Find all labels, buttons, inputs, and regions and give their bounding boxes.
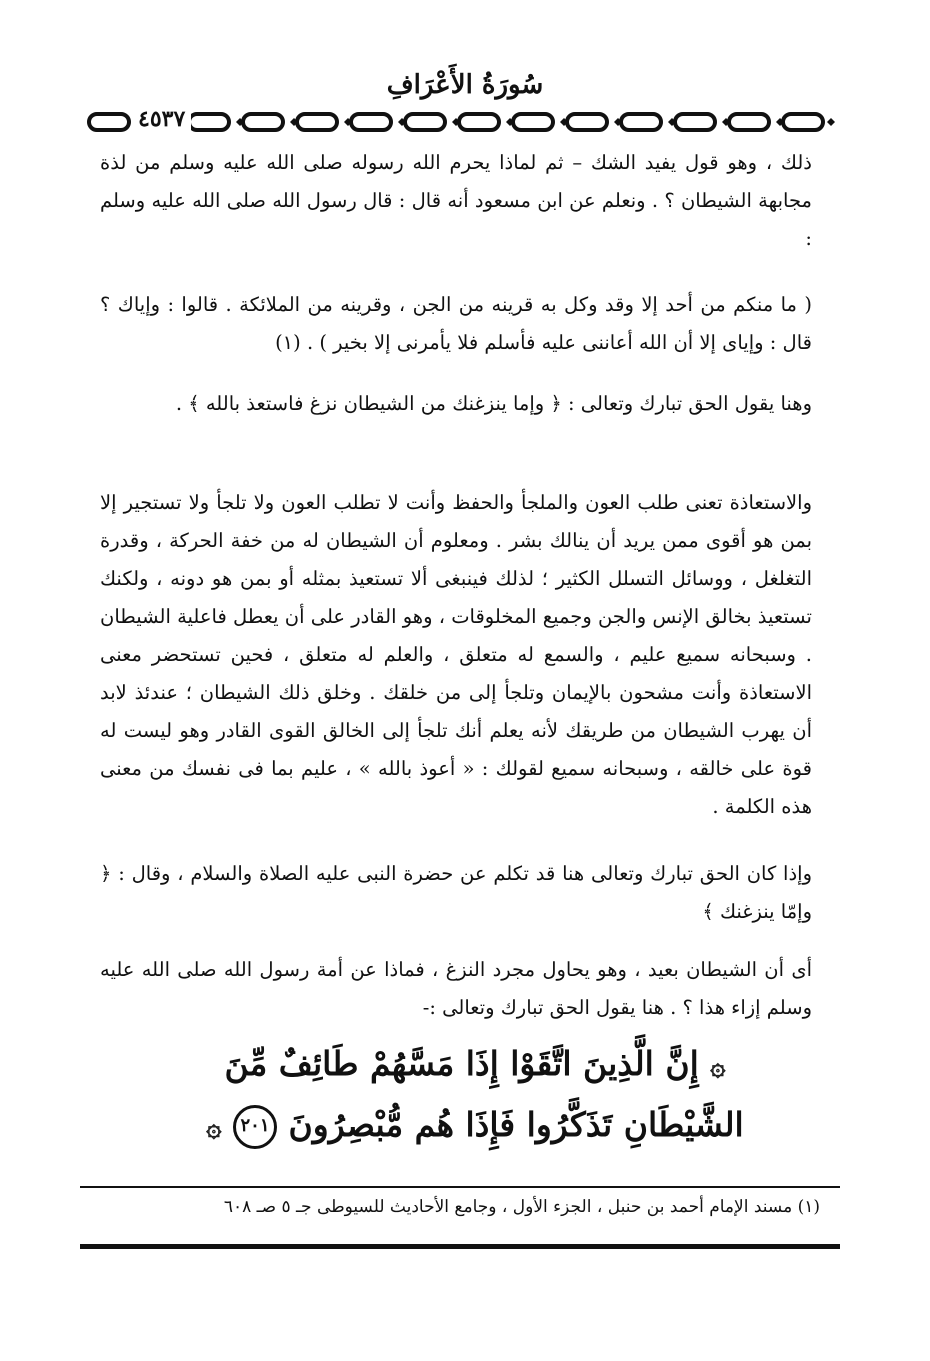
- verse-line-1-text: إِنَّ الَّذِينَ اتَّقَوْا إِذَا مَسَّهُمْ طَائِفٌ مِّنَ: [224, 1044, 699, 1083]
- page-number: ٤٥٣٧: [132, 106, 191, 132]
- quran-verse: [180, 1035, 770, 1157]
- footnote-separator: [80, 1186, 840, 1188]
- paragraph-4: والاستعاذة تعنى طلب العون والملجأ والحفظ وأنت لا تطلب العون ولا تلجأ ولا تستجير إلا بمن هو أقوى ممن يريد أن ينالك بشر . ومعلوم أن الشيطان له من خفة الحركة ، وقدرة التغلغل ، ووسائل التسلل الكثير ؛ لذلك فينبغى ألا تستعيذ بمثله أو بمن هو دونه ، ولكنك تستعيذ بخالق الإنس والجن وجميع المخلوقات ، وهو القادر على أن يعطل فاعلية الشيطان . وسبحانه سميع عليم ، والسمع له متعلق ، والعلم له متعلق ، فحين تستحضر معنى الاستعاذة وأنت مشحون بالإيمان وتلجأ إلى من خلقك . وخلق ذلك الشيطان ؛ عندئذ لابد أن يهرب الشيطان من طريقك لأنه يعلم أنك تلجأ إلى الخالق القوى القادر وهو ليست له قوة على خالقه ، وسبحانه سميع لقولك : « أعوذ بالله » ، عليم بما فى نفسك من معنى هذه الكلمة .: [100, 491, 812, 818]
- bottom-rule: [80, 1244, 840, 1249]
- ayah-number-medallion: ٢٠١: [233, 1105, 277, 1149]
- paragraph-1: ذلك ، وهو قول يفيد الشك – ثم لماذا يحرم الله رسوله صلى الله عليه وسلم من لذة مجابهة الشيطان ؟ . ونعلم عن ابن مسعود أنه قال : قال رسول الله صلى الله عليه وسلم :: [100, 151, 812, 250]
- verse-line-2: [180, 1096, 770, 1157]
- verse-line-2-text: الشَّيْطَانِ تَذَكَّرُوا فَإِذَا هُم مُّبْصِرُونَ: [288, 1105, 744, 1144]
- header-ornament-band: [85, 108, 845, 136]
- verse-line-1: [180, 1035, 770, 1096]
- paragraph-6: أى أن الشيطان بعيد ، وهو يحاول مجرد النزغ ، فماذا عن أمة رسول الله صلى الله عليه وسلم إزاء هذا ؟ . هنا يقول الحق تبارك وتعالى :-: [100, 958, 812, 1019]
- surah-title: سُورَةُ الأَعْرَافِ: [386, 70, 544, 100]
- footnote: (١) مسند الإمام أحمد بن حنبل ، الجزء الأول ، وجامع الأحاديث للسيوطى جـ ٥ صـ ٦٠٨: [223, 1197, 820, 1217]
- paragraph-5: وإذا كان الحق تبارك وتعالى هنا قد تكلم عن حضرة النبى عليه الصلاة والسلام ، وقال : ﴿ وإمّا ينزغنك ﴾: [100, 862, 812, 923]
- paragraph-3: وهنا يقول الحق تبارك وتعالى : ﴿ وإما ينزغنك من الشيطان نزغ فاستعذ بالله ﴾ .: [175, 392, 812, 415]
- verse-end-ornament-icon: ۞: [206, 1113, 222, 1143]
- verse-start-ornament-icon: ۞: [710, 1052, 726, 1082]
- hadith-quote: ( ما منكم من أحد إلا وقد وكل به قرينه من الجن ، وقرينه من الملائكة . قالوا : وإياك ؟ قال : وإياى إلا أن الله أعاننى عليه فأسلم فلا يأمرنى إلا بخير ) . (١): [100, 293, 812, 354]
